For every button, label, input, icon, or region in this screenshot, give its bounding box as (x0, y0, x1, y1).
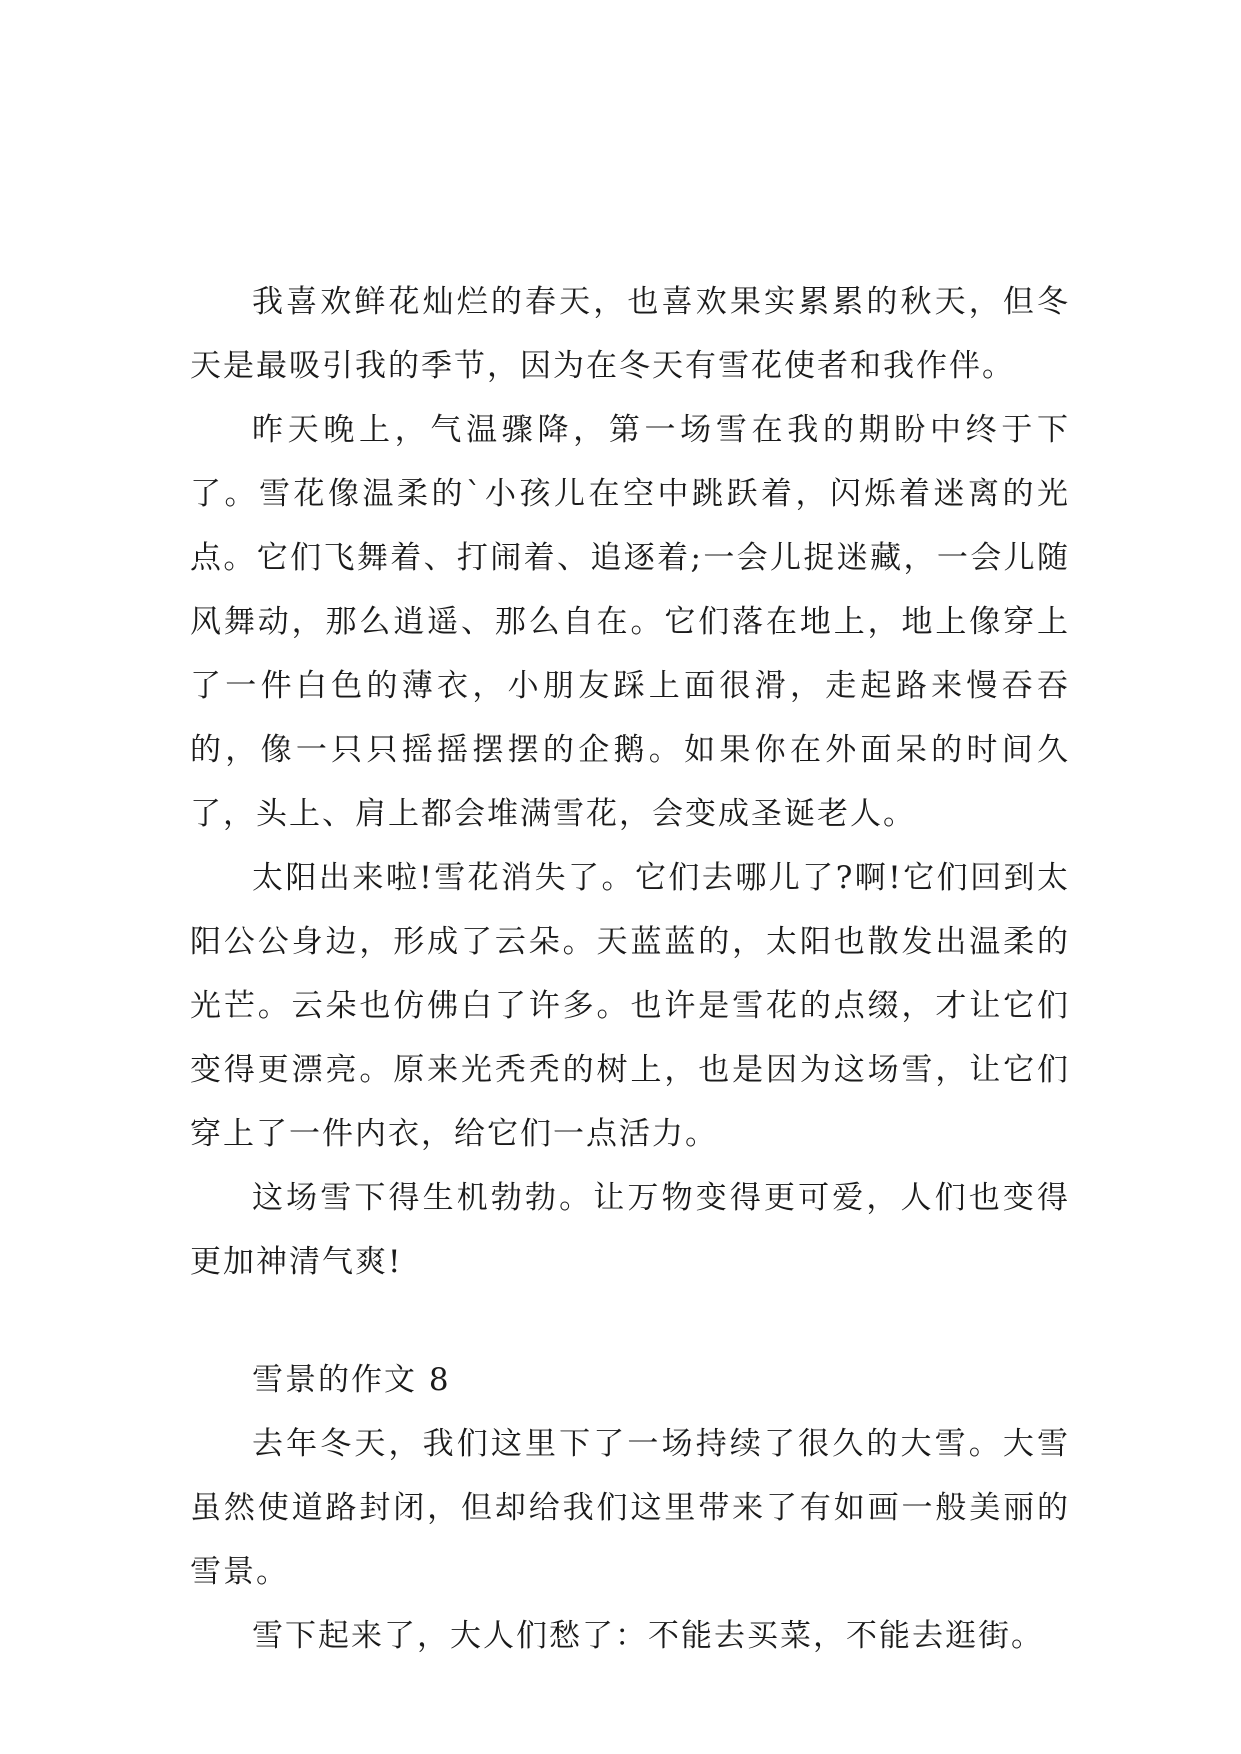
document-page (190, 270, 1070, 1668)
section-heading: 雪景的作文 8 (252, 1362, 451, 1398)
paragraph-3: 太阳出来啦!雪花消失了。它们去哪儿了?啊!它们回到太阳公公身边，形成了云朵。天蓝蓝的，太阳也散发出温柔的光芒。云朵也仿佛白了许多。也许是雪花的点缀，才让它们变得更漂亮。原来光秃秃的树上，也是因为这场雪，让它们穿上了一件内衣，给它们一点活力。 (190, 860, 1070, 1152)
paragraph-6: 雪下起来了，大人们愁了：不能去买菜，不能去逛街。 (252, 1618, 1044, 1654)
paragraph-1: 我喜欢鲜花灿烂的春天，也喜欢果实累累的秋天，但冬天是最吸引我的季节，因为在冬天有雪花使者和我作伴。 (190, 284, 1070, 384)
paragraph-4: 这场雪下得生机勃勃。让万物变得更可爱，人们也变得更加神清气爽! (190, 1180, 1070, 1280)
paragraph-2: 昨天晚上，气温骤降，第一场雪在我的期盼中终于下了。雪花像温柔的`小孩儿在空中跳跃着，闪烁着迷离的光点。它们飞舞着、打闹着、追逐着;一会儿捉迷藏，一会儿随风舞动，那么逍遥、那么自在。它们落在地上，地上像穿上了一件白色的薄衣，小朋友踩上面很滑，走起路来慢吞吞的，像一只只摇摇摆摆的企鹅。如果你在外面呆的时间久了，头上、肩上都会堆满雪花，会变成圣诞老人。 (190, 412, 1070, 832)
section-gap (190, 1294, 1070, 1348)
paragraph-5: 去年冬天，我们这里下了一场持续了很久的大雪。大雪虽然使道路封闭，但却给我们这里带来了有如画一般美丽的雪景。 (190, 1426, 1070, 1590)
